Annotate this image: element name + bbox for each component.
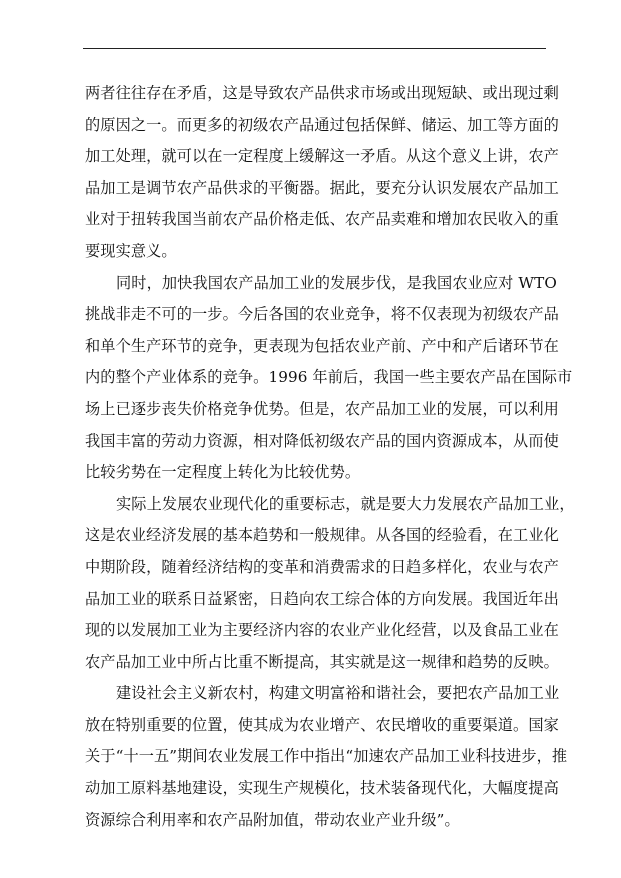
text-line: 加工处理，就可以在一定程度上缓解这一矛盾。从这个意义上讲，农产 [85, 147, 559, 166]
text-line: 场上已逐步丧失价格竞争优势。但是，农产品加工业的发展，可以利用 [85, 399, 559, 418]
text-line: 业对于扭转我国当前农产品价格走低、农产品卖难和增加农民收入的重 [85, 210, 559, 229]
text-line: 的原因之一。而更多的初级农产品通过包括保鲜、储运、加工等方面的 [85, 115, 559, 134]
text-line: 现的以发展加工业为主要经济内容的农业产业化经营，以及食品工业在 [85, 621, 559, 640]
header-rule [83, 48, 546, 49]
text-line: 这是农业经济发展的基本趋势和一般规律。从各国的经验看，在工业化 [85, 526, 559, 545]
paragraph [85, 680, 568, 838]
text-line: 实际上发展农业现代化的重要标志，就是要大力发展农产品加工业， [116, 494, 575, 513]
paragraph [85, 270, 573, 491]
text-line: 我国丰富的劳动力资源，相对降低初级农产品的国内资源成本，从而使 [85, 431, 559, 450]
text-line: 两者往往存在矛盾，这是导致农产品供求市场或出现短缺、或出现过剩 [85, 84, 559, 102]
text-line: 资源综合利用率和农产品附加值，带动农业产业升级”。 [85, 810, 460, 829]
text-line: 内的整个产业体系的竞争。1996 年前后，我国一些主要农产品在国际市 [85, 368, 573, 387]
text-line: 关于“十一五”期间农业发展工作中指出“加速农产品加工业科技进步，推 [85, 747, 568, 766]
text-line: 农产品加工业中所占比重不断提高，其实就是这一规律和趋势的反映。 [85, 652, 559, 671]
text-line: 建设社会主义新农村，构建文明富裕和谐社会，要把农产品加工业 [116, 684, 560, 703]
text-line: 挑战非走不可的一步。今后各国的农业竞争，将不仅表现为初级农产品 [85, 305, 559, 324]
text-line: 动加工原料基地建设，实现生产规模化，技术装备现代化，大幅度提高 [85, 779, 559, 798]
text-line: 要现实意义。 [85, 241, 177, 260]
paragraph [85, 80, 559, 270]
text-line: 同时，加快我国农产品加工业的发展步伐，是我国农业应对 WTO [116, 273, 557, 292]
text-line: 比较劣势在一定程度上转化为比较优势。 [85, 463, 361, 482]
text-line: 和单个生产环节的竞争，更表现为包括农业产前、产中和产后诸环节在 [85, 336, 559, 355]
paragraph [85, 491, 575, 681]
body-text [85, 80, 575, 838]
text-line: 品加工业的联系日益紧密，日趋向农工综合体的方向发展。我国近年出 [85, 589, 559, 608]
text-line: 中期阶段，随着经济结构的变革和消费需求的日趋多样化，农业与农产 [85, 557, 559, 576]
text-line: 放在特别重要的位置，使其成为农业增产、农民增收的重要渠道。国家 [85, 715, 559, 734]
text-line: 品加工是调节农产品供求的平衡器。据此，要充分认识发展农产品加工 [85, 178, 559, 197]
